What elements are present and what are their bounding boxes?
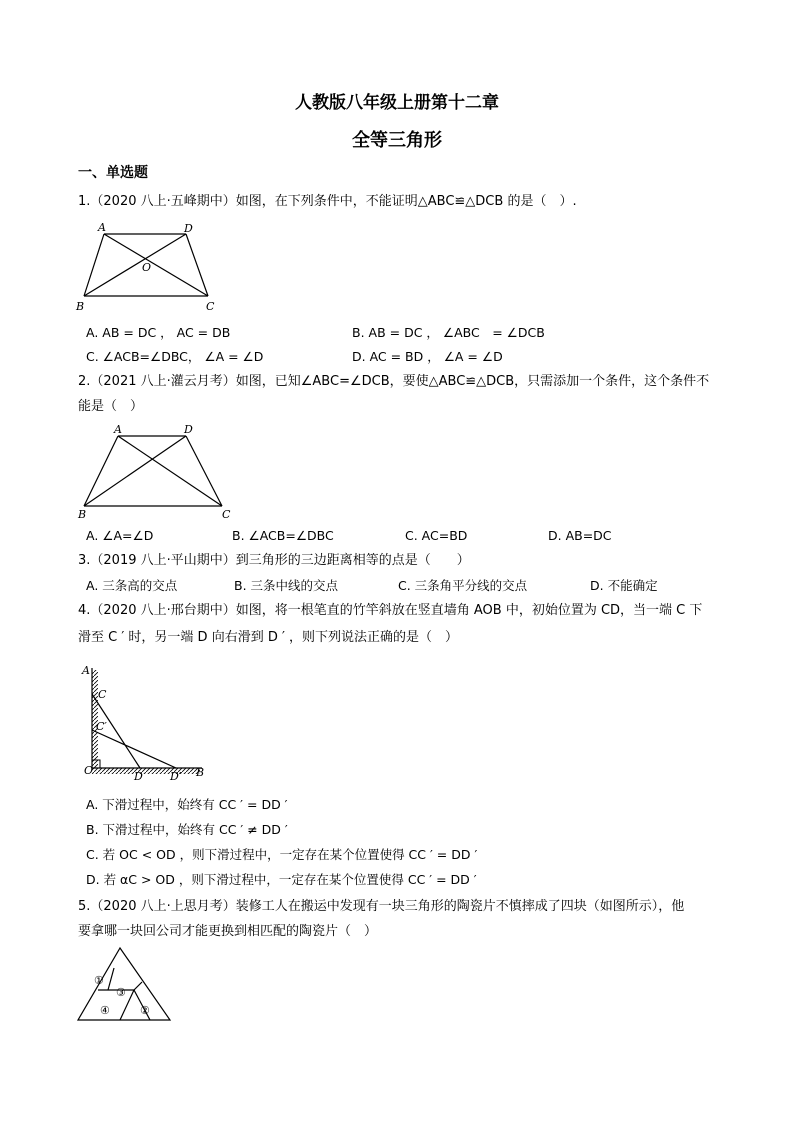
q2-option-a[interactable]: A. ∠A=∠D [86, 528, 154, 543]
q1-label-c: C [206, 300, 215, 313]
q4-label-c-prime: C′ [96, 720, 107, 733]
q1-option-b[interactable]: B. AB = DC ， ∠ABC = ∠DCB [352, 325, 545, 340]
question-2-line-2: 能是（ ） [78, 399, 144, 414]
q2-label-a: A [114, 423, 122, 436]
q1-option-a[interactable]: A. AB = DC ， AC = DB [86, 325, 231, 340]
q2-label-c: C [222, 508, 231, 521]
q2-option-c[interactable]: C. AC=BD [405, 528, 468, 543]
question-2-line-1: 2.（2021 八上·灌云月考）如图，已知∠ABC=∠DCB，要使△ABC≌△DCB，只需添加一个条件，这个条件不 [78, 374, 710, 389]
q4-ground-hatch [92, 768, 200, 774]
question-5-figure [74, 946, 178, 1026]
q4-wall-hatch [92, 670, 98, 768]
question-5-line-1: 5.（2020 八上·上思月考）装修工人在搬运中发现有一块三角形的陶瓷片不慎摔成了四块（如图所示），他 [78, 899, 685, 914]
question-5-line-2: 要拿哪一块回公司才能更换到相匹配的陶瓷片（ ） [78, 924, 378, 939]
q4-option-a[interactable]: A. 下滑过程中，始终有 CC ′ = DD ′ [86, 797, 288, 812]
q3-option-d[interactable]: D. 不能确定 [590, 578, 658, 593]
q1-segment-ac [104, 234, 208, 296]
question-2-figure [74, 418, 244, 522]
q4-label-d: D [134, 770, 143, 783]
question-4-figure [78, 660, 218, 784]
q2-label-d: D [184, 423, 193, 436]
q4-option-b[interactable]: B. 下滑过程中，始终有 CC ′ ≠ DD ′ [86, 822, 288, 837]
q2-segment-dc [186, 436, 222, 506]
q4-label-o: O [84, 764, 94, 777]
question-1-figure [74, 216, 234, 314]
question-4-line-1: 4.（2020 八上·邢台期中）如图，将一根笔直的竹竿斜放在竖直墙角 AOB 中，初始位置为 CD，当一端 C 下 [78, 603, 703, 618]
q1-segment-dc [186, 234, 208, 296]
q5-crack-4 [108, 968, 114, 990]
q5-triangle-outline [78, 948, 170, 1020]
q3-option-a[interactable]: A. 三条高的交点 [86, 578, 178, 593]
q1-option-c[interactable]: C. ∠ACB=∠DBC， ∠A = ∠D [86, 349, 264, 364]
q2-segment-ab [84, 436, 118, 506]
q1-label-a: A [98, 221, 106, 234]
q2-option-d[interactable]: D. AB=DC [548, 528, 612, 543]
q2-option-b[interactable]: B. ∠ACB=∠DBC [232, 528, 334, 543]
q3-option-b[interactable]: B. 三条中线的交点 [234, 578, 339, 593]
q5-piece-4: ④ [100, 1004, 110, 1017]
q1-label-b: B [76, 300, 85, 313]
q1-option-d[interactable]: D. AC = BD ， ∠A = ∠D [352, 349, 503, 364]
q1-segment-db [84, 234, 186, 296]
q3-option-c[interactable]: C. 三条角平分线的交点 [398, 578, 528, 593]
q4-option-d[interactable]: D. 若 αC > OD ，则下滑过程中，一定存在某个位置使得 CC ′ = DD ′ [86, 872, 477, 887]
document-subtitle: 全等三角形 [352, 130, 442, 151]
q4-label-b: B [196, 766, 205, 779]
q2-label-b: B [78, 508, 87, 521]
document-title: 人教版八年级上册第十二章 [295, 93, 499, 113]
q4-option-c[interactable]: C. 若 OC < OD ，则下滑过程中，一定存在某个位置使得 CC ′ = DD ′ [86, 847, 478, 862]
q5-piece-1: ① [94, 974, 104, 987]
q5-crack-2 [134, 982, 142, 990]
q1-segment-ab [84, 234, 104, 296]
question-3-text: 3.（2019 八上·平山期中）到三角形的三边距离相等的点是（ ） [78, 553, 470, 568]
q1-label-d: D [184, 222, 193, 235]
q1-label-o: O [142, 261, 152, 274]
q4-pole-cpdp [92, 730, 176, 768]
section-heading: 一、单选题 [78, 165, 148, 181]
question-4-line-2: 滑至 C ′ 时，另一端 D 向右滑到 D ′ ，则下列说法正确的是（ ） [78, 630, 459, 645]
question-1-text: 1.（2020 八上·五峰期中）如图，在下列条件中，不能证明△ABC≌△DCB 的是（ ）. [78, 194, 577, 209]
q4-label-d-prime: D′ [170, 770, 182, 783]
q5-piece-3: ③ [116, 986, 126, 999]
q5-piece-2: ② [140, 1004, 150, 1017]
q4-label-c: C [98, 688, 107, 701]
q4-label-a: A [82, 664, 90, 677]
